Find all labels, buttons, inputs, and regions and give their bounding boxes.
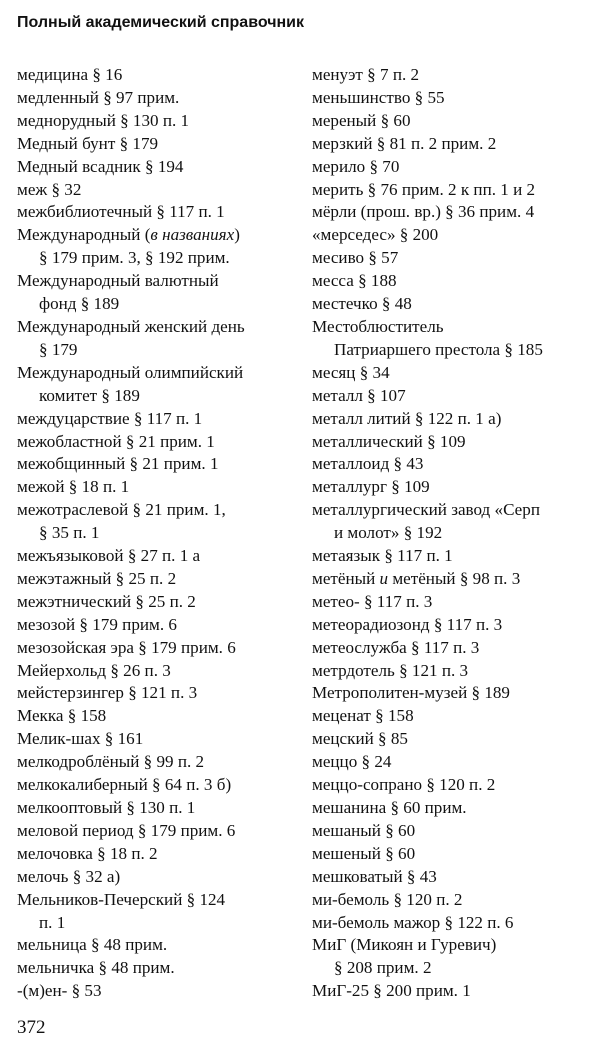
- index-entry-line: мёрли (прош. вр.) § 36 прим. 4: [312, 202, 535, 222]
- index-entry: [312, 201, 590, 224]
- index-entry: [17, 637, 302, 660]
- index-entry-line: Медный бунт § 179: [17, 133, 159, 153]
- index-entry-text: метёный § 98 п. 3: [388, 568, 521, 588]
- index-entry-line: медицина § 16: [17, 65, 123, 84]
- index-entry-line: межобщинный § 21 прим. 1: [17, 454, 219, 474]
- index-entry: [17, 453, 302, 476]
- index-entry-line: меценат § 158: [312, 706, 414, 726]
- page-number: 372: [17, 1017, 46, 1038]
- index-entry: [17, 568, 302, 591]
- index-entry-line: местечко § 48: [312, 294, 412, 314]
- index-entry-continuation: § 179 прим. 3, § 192 прим.: [39, 248, 230, 268]
- index-entry: [312, 614, 590, 637]
- index-entry-line: [312, 568, 590, 591]
- index-entry: [17, 957, 302, 980]
- index-entry-line: мешковатый § 43: [312, 866, 437, 886]
- index-entry-continuation: фонд § 189: [39, 294, 120, 314]
- index-entry-line: меццо § 24: [312, 752, 392, 772]
- index-entry: [312, 179, 590, 202]
- index-entry-line: Метрополитен-музей § 189: [312, 683, 510, 703]
- index-entry: [312, 431, 590, 454]
- index-entry: [312, 682, 590, 705]
- index-entry-line: метеорадиозонд § 117 п. 3: [312, 614, 503, 634]
- index-entry: [312, 385, 590, 408]
- index-entry: [312, 270, 590, 293]
- index-entry-line: мелочовка § 18 п. 2: [17, 843, 158, 863]
- index-entry: [17, 843, 302, 866]
- index-entry: [17, 476, 302, 499]
- index-entry-continuation: § 35 п. 1: [39, 523, 100, 543]
- index-entry-line: мешанина § 60 прим.: [312, 798, 467, 817]
- index-entry-line: менуэт § 7 п. 2: [312, 65, 420, 84]
- index-entry: [312, 705, 590, 728]
- index-entry-line: «мерседес» § 200: [312, 225, 439, 245]
- index-entry: [312, 820, 590, 843]
- index-entry-italic: в названиях: [150, 225, 235, 245]
- index-entry-line: Местоблюститель: [312, 316, 444, 336]
- index-entry-line: месса § 188: [312, 271, 397, 291]
- index-entry: [17, 889, 302, 935]
- index-entry-line: межэтнический § 25 п. 2: [17, 591, 196, 611]
- index-entry: [312, 87, 590, 110]
- index-entry-line: месяц § 34: [312, 362, 390, 382]
- index-entry: [312, 476, 590, 499]
- index-entry: [312, 156, 590, 179]
- index-entry-line: меньшинство § 55: [312, 87, 445, 107]
- index-entry-line: межэтажный § 25 п. 2: [17, 568, 177, 588]
- index-entry-italic: и: [379, 568, 389, 588]
- index-entry-text: метёный: [312, 568, 380, 588]
- index-entry-line: мерзкий § 81 п. 2 прим. 2: [312, 133, 497, 153]
- index-entry-line: мерило § 70: [312, 156, 400, 176]
- index-entry: [17, 110, 302, 133]
- index-entry: [17, 866, 302, 889]
- index-entry-line: мельница § 48 прим.: [17, 935, 168, 955]
- index-entry-line: медленный § 97 прим.: [17, 87, 180, 107]
- index-entry-line: Мейерхольд § 26 п. 3: [17, 660, 171, 680]
- index-entry-line: мезозойская эра § 179 прим. 6: [17, 637, 236, 657]
- running-header: Полный академический справочник: [17, 14, 304, 31]
- index-entry-line: металл литий § 122 п. 1 а): [312, 408, 502, 428]
- index-entry: [17, 751, 302, 774]
- index-entry-line: Медный всадник § 194: [17, 156, 184, 176]
- index-entry-line: -(м)ен- § 53: [17, 981, 102, 1001]
- index-entry-line: межъязыковой § 27 п. 1 а: [17, 546, 201, 566]
- index-entry-line: металл § 107: [312, 385, 406, 405]
- index-entry-line: мешеный § 60: [312, 843, 416, 863]
- index-entry-line: Международный олимпийский: [17, 362, 244, 382]
- index-entry: [312, 499, 590, 545]
- index-column-left: [17, 64, 302, 1003]
- index-entry: [17, 133, 302, 156]
- index-entry-line: меднорудный § 130 п. 1: [17, 110, 190, 130]
- index-entry-line: металлург § 109: [312, 477, 430, 497]
- index-entry-line: Мелик-шах § 161: [17, 729, 144, 749]
- index-entry: [312, 545, 590, 568]
- index-entry-text: Международный (: [17, 225, 151, 245]
- index-entry-line: меж § 32: [17, 179, 82, 199]
- index-entry: [312, 751, 590, 774]
- index-entry-line: межотраслевой § 21 прим. 1,: [17, 500, 226, 520]
- index-entry: [17, 270, 302, 316]
- index-entry: [312, 110, 590, 133]
- index-entry-line: мелкодроблёный § 99 п. 2: [17, 752, 205, 772]
- index-entry-line: мереный § 60: [312, 110, 411, 130]
- index-entry-line: месиво § 57: [312, 248, 399, 268]
- index-entry: [312, 64, 590, 87]
- index-entry-line: меццо-сопрано § 120 п. 2: [312, 775, 496, 795]
- index-entry: [312, 728, 590, 751]
- index-entry: [17, 705, 302, 728]
- index-entry: [17, 614, 302, 637]
- index-entry-line: мелочь § 32 а): [17, 866, 121, 886]
- index-entry-line: междуцарствие § 117 п. 1: [17, 408, 203, 428]
- index-entry: [312, 843, 590, 866]
- index-entry-line: мельничка § 48 прим.: [17, 958, 175, 978]
- index-entry: [17, 64, 302, 87]
- index-entry: [17, 545, 302, 568]
- index-entry-continuation: и молот» § 192: [334, 523, 443, 543]
- index-entry-line: метрдотель § 121 п. 3: [312, 660, 469, 680]
- index-entry: [17, 431, 302, 454]
- index-entry: [312, 293, 590, 316]
- index-column-right: [312, 64, 590, 1003]
- index-entry: [312, 453, 590, 476]
- index-entry-line: мешаный § 60: [312, 820, 416, 840]
- index-entry: [312, 934, 590, 980]
- index-entry: [312, 912, 590, 935]
- index-entry: [17, 820, 302, 843]
- index-entry: [17, 156, 302, 179]
- index-entry-line: мерить § 76 прим. 2 к пп. 1 и 2: [312, 179, 536, 199]
- index-entry: [312, 980, 590, 1003]
- index-entry: [312, 247, 590, 270]
- index-entry-line: мейстерзингер § 121 п. 3: [17, 683, 198, 703]
- index-entry: [17, 179, 302, 202]
- index-entry: [17, 660, 302, 683]
- index-entry-line: мезозой § 179 прим. 6: [17, 614, 177, 634]
- index-entry-continuation: § 179: [39, 339, 78, 359]
- index-entry: [17, 408, 302, 431]
- index-entry-line: мелкокалиберный § 64 п. 3 б): [17, 775, 232, 795]
- index-entry-line: мецский § 85: [312, 729, 408, 749]
- index-entry: [312, 637, 590, 660]
- index-entry-continuation: § 208 прим. 2: [334, 958, 432, 978]
- index-entry-line: металлический § 109: [312, 431, 466, 451]
- index-entry: [312, 660, 590, 683]
- index-entry-text: ): [234, 225, 240, 245]
- index-entry: [312, 591, 590, 614]
- index-entry-line: Мельников-Печерский § 124: [17, 889, 226, 909]
- index-entry: [17, 591, 302, 614]
- index-entry-continuation: п. 1: [39, 912, 66, 932]
- index-entry: [312, 362, 590, 385]
- index-entry: [312, 889, 590, 912]
- index-entry-line: метаязык § 117 п. 1: [312, 546, 453, 566]
- index-entry: [312, 408, 590, 431]
- index-entry-continuation: Патриаршего престола § 185: [334, 339, 543, 359]
- index-entry-line: межбиблиотечный § 117 п. 1: [17, 202, 225, 222]
- index-entry: [312, 224, 590, 247]
- index-entry: [17, 499, 302, 545]
- index-entry: [17, 774, 302, 797]
- index-entry: [312, 568, 590, 591]
- index-entry-line: метеослужба § 117 п. 3: [312, 637, 480, 657]
- index-entry-line: меловой период § 179 прим. 6: [17, 820, 236, 840]
- index-entry-line: МиГ (Микоян и Гуревич): [312, 935, 497, 955]
- index-entry-continuation: комитет § 189: [39, 385, 140, 405]
- index-entry: [312, 133, 590, 156]
- index-entry-line: межой § 18 п. 1: [17, 477, 130, 497]
- index-entry: [17, 316, 302, 362]
- index-entry: [17, 201, 302, 224]
- index-entry-line: МиГ-25 § 200 прим. 1: [312, 981, 471, 1001]
- index-entry: [17, 682, 302, 705]
- index-entry: [17, 224, 302, 270]
- index-entry-line: метео- § 117 п. 3: [312, 591, 433, 611]
- index-entry-line: металлургический завод «Серп: [312, 500, 540, 520]
- index-entry-line: ми-бемоль мажор § 122 п. 6: [312, 912, 514, 932]
- index-entry-line: Международный женский день: [17, 316, 245, 336]
- index-entry: [17, 934, 302, 957]
- index-entry-line: Мекка § 158: [17, 706, 107, 726]
- index-entry: [312, 866, 590, 889]
- index-entry: [312, 797, 590, 820]
- index-entry: [312, 774, 590, 797]
- index-entry: [17, 980, 302, 1003]
- index-entry-line: [17, 224, 302, 247]
- index-entry-line: Международный валютный: [17, 271, 219, 291]
- index-entry: [17, 797, 302, 820]
- index-entry-line: металлоид § 43: [312, 454, 424, 474]
- index-entry: [17, 87, 302, 110]
- index-entry-line: ми-бемоль § 120 п. 2: [312, 889, 463, 909]
- index-entry-line: мелкооптовый § 130 п. 1: [17, 798, 196, 817]
- index-entry-line: межобластной § 21 прим. 1: [17, 431, 215, 451]
- index-entry: [17, 728, 302, 751]
- index-entry: [312, 316, 590, 362]
- index-entry: [17, 362, 302, 408]
